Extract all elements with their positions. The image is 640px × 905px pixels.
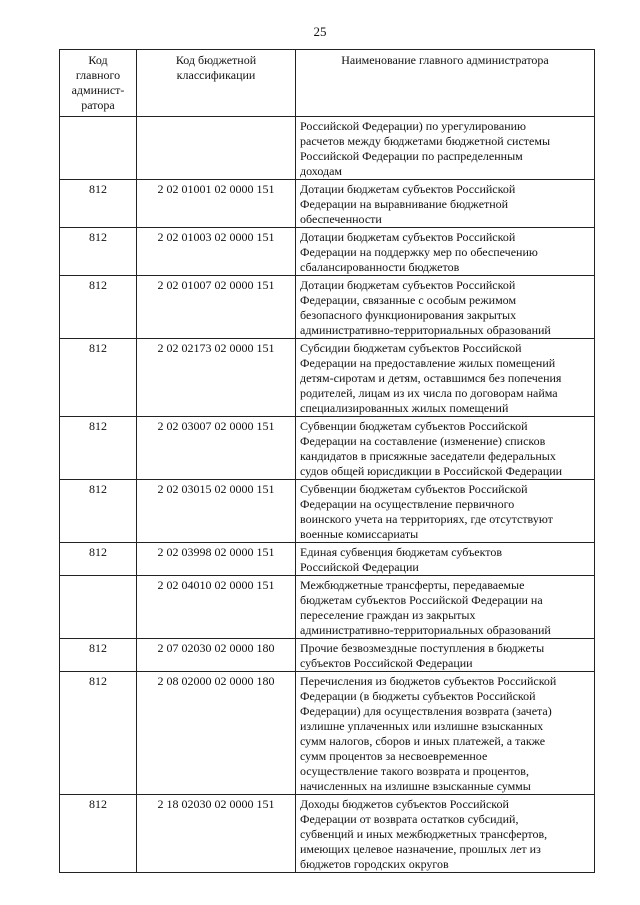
table-row [60, 417, 595, 480]
admin-name-line: Прочие безвозмездные поступления в бюджеты [300, 641, 545, 655]
admin-name-line: Федерации от возврата остатков субсидий, [300, 812, 519, 826]
admin-code-cell [60, 117, 137, 180]
budget-code-cell: 2 02 03015 02 0000 151 [137, 480, 296, 543]
admin-code-cell: 812 [60, 672, 137, 795]
admin-name-line: Российской Федерации по распределенным [300, 149, 523, 163]
table-row [60, 180, 595, 228]
admin-name-cell [296, 276, 595, 339]
budget-code-cell: 2 08 02000 02 0000 180 [137, 672, 296, 795]
admin-code-cell: 812 [60, 795, 137, 873]
budget-code-cell: 2 02 01001 02 0000 151 [137, 180, 296, 228]
admin-name-cell [296, 180, 595, 228]
admin-name-line: воинского учета на территориях, где отсутствуют [300, 512, 553, 526]
admin-name-cell [296, 117, 595, 180]
admin-code-cell [60, 576, 137, 639]
admin-name-line: Федерации на выравнивание бюджетной [300, 197, 509, 211]
admin-name-line: Федерации, связанные с особым режимом [300, 293, 517, 307]
admin-name-line: Российской Федерации [300, 560, 419, 574]
header-admin-code-line: Код [88, 53, 108, 67]
header-admin-code-line: админист- [71, 83, 125, 97]
header-admin-name-line: Наименование главного администратора [341, 53, 549, 67]
budget-code-cell: 2 02 03007 02 0000 151 [137, 417, 296, 480]
admin-name-line: Перечисления из бюджетов субъектов Российской [300, 674, 557, 688]
admin-name-cell [296, 795, 595, 873]
admin-name-line: Доходы бюджетов субъектов Российской [300, 797, 509, 811]
admin-name-line: Федерации на предоставление жилых помещений [300, 356, 556, 370]
admin-name-cell [296, 639, 595, 672]
admin-name-line: Российской Федерации) по урегулированию [300, 119, 527, 133]
admin-name-line: детям-сиротам и детям, оставшимся без попечения [300, 371, 562, 385]
admin-name-line: Субвенции бюджетам субъектов Российской [300, 419, 528, 433]
table-row [60, 639, 595, 672]
admin-name-line: Единая субвенция бюджетам субъектов [300, 545, 503, 559]
budget-code-cell: 2 02 01003 02 0000 151 [137, 228, 296, 276]
admin-name-line: Федерации на составление (изменение) списков [300, 434, 546, 448]
admin-name-cell [296, 576, 595, 639]
budget-code-cell: 2 02 03998 02 0000 151 [137, 543, 296, 576]
budget-code-cell: 2 07 02030 02 0000 180 [137, 639, 296, 672]
header-budget-class-line: классификации [176, 68, 256, 82]
header-row [60, 50, 595, 117]
admin-code-cell: 812 [60, 276, 137, 339]
table-row [60, 576, 595, 639]
table-row [60, 117, 595, 180]
admin-name-cell [296, 417, 595, 480]
admin-name-line: Субвенции бюджетам субъектов Российской [300, 482, 528, 496]
admin-name-line: осуществление такого возврата и процентов, [300, 764, 529, 778]
admin-name-line: специализированных жилых помещений [300, 401, 509, 415]
admin-name-line: военные комиссариаты [300, 527, 419, 541]
admin-name-line: бюджетам субъектов Российской Федерации на [300, 593, 543, 607]
admin-name-cell [296, 480, 595, 543]
admin-code-cell: 812 [60, 639, 137, 672]
admin-name-cell [296, 672, 595, 795]
admin-name-line: переселение граждан из закрытых [300, 608, 476, 622]
admin-name-line: Дотации бюджетам субъектов Российской [300, 230, 516, 244]
admin-name-line: сумм процентов за несвоевременное [300, 749, 488, 763]
admin-name-line: административно-территориальных образований [300, 623, 551, 637]
admin-name-line: родителей, лицам из их числа по договорам найма [300, 386, 558, 400]
table-row [60, 276, 595, 339]
budget-code-cell [137, 117, 296, 180]
admin-name-line: Дотации бюджетам субъектов Российской [300, 182, 516, 196]
admin-code-cell: 812 [60, 480, 137, 543]
admin-name-line: Дотации бюджетам субъектов Российской [300, 278, 516, 292]
header-admin-code [60, 50, 137, 117]
budget-code-cell: 2 02 04010 02 0000 151 [137, 576, 296, 639]
admin-code-cell: 812 [60, 180, 137, 228]
admin-name-line: сумм налогов, сборов и иных платежей, а также [300, 734, 546, 748]
admin-name-line: расчетов между бюджетами бюджетной системы [300, 134, 551, 148]
admin-name-line: излишне уплаченных или излишне взысканных [300, 719, 544, 733]
admin-name-line: административно-территориальных образований [300, 323, 551, 337]
table-row [60, 480, 595, 543]
admin-name-line: Федерации) для осуществления возврата (зачета) [300, 704, 552, 718]
budget-table [59, 49, 595, 873]
admin-name-cell [296, 228, 595, 276]
budget-code-cell: 2 02 02173 02 0000 151 [137, 339, 296, 417]
admin-name-line: начисленных на излишне взысканные суммы [300, 779, 531, 793]
admin-name-line: Федерации на осуществление первичного [300, 497, 515, 511]
admin-name-line: имеющих целевое назначение, прошлых лет из [300, 842, 541, 856]
admin-name-line: бюджетов городских округов [300, 857, 449, 871]
admin-name-cell [296, 543, 595, 576]
page-number: 25 [313, 24, 327, 39]
budget-code-cell: 2 02 01007 02 0000 151 [137, 276, 296, 339]
admin-code-cell: 812 [60, 543, 137, 576]
admin-name-line: обеспеченности [300, 212, 382, 226]
header-admin-code-line: ратора [81, 98, 115, 112]
admin-code-cell: 812 [60, 339, 137, 417]
admin-name-line: кандидатов в присяжные заседатели федеральных [300, 449, 556, 463]
admin-name-line: Федерации на поддержку мер по обеспечению [300, 245, 538, 259]
admin-name-line: субъектов Российской Федерации [300, 656, 473, 670]
admin-code-cell: 812 [60, 228, 137, 276]
admin-name-line: Федерации (в бюджеты субъектов Российской [300, 689, 536, 703]
header-admin-code-line: главного [75, 68, 121, 82]
table-row [60, 228, 595, 276]
table-row [60, 672, 595, 795]
admin-name-line: доходам [300, 164, 343, 178]
admin-name-line: безопасного функционирования закрытых [300, 308, 517, 322]
header-budget-class [137, 50, 296, 117]
admin-name-line: субвенций и иных межбюджетных трансфертов, [300, 827, 548, 841]
table-row [60, 543, 595, 576]
admin-name-line: судов общей юрисдикции в Российской Федерации [300, 464, 563, 478]
admin-name-line: Субсидии бюджетам субъектов Российской [300, 341, 522, 355]
table-body [60, 117, 595, 873]
admin-name-line: Межбюджетные трансферты, передаваемые [300, 578, 525, 592]
table-row [60, 795, 595, 873]
admin-name-line: сбалансированности бюджетов [300, 260, 460, 274]
header-admin-name [296, 50, 595, 117]
admin-name-cell [296, 339, 595, 417]
admin-code-cell: 812 [60, 417, 137, 480]
table-row [60, 339, 595, 417]
budget-code-cell: 2 18 02030 02 0000 151 [137, 795, 296, 873]
header-budget-class-line: Код бюджетной [175, 53, 257, 67]
